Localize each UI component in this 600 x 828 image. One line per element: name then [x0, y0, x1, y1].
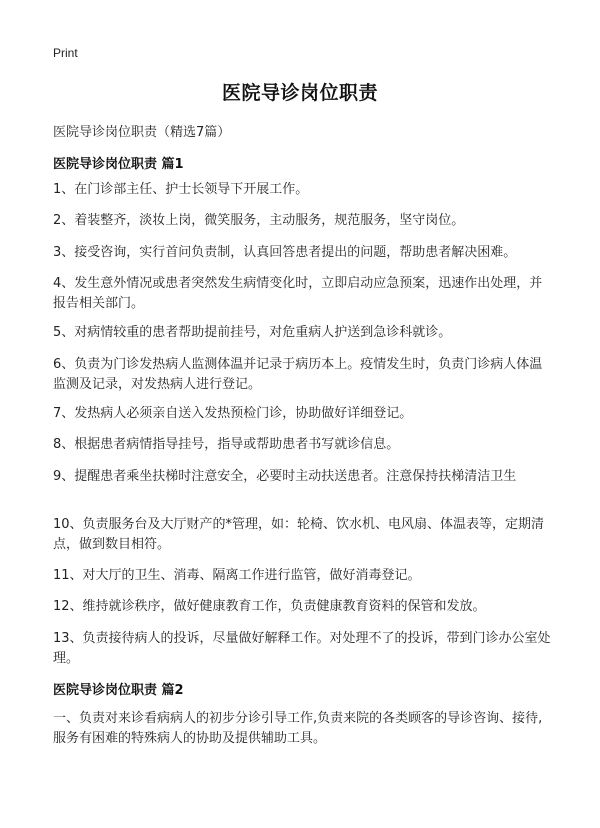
section-1-item: 11、对大厅的卫生、消毒、隔离工作进行监管，做好消毒登记。 [53, 568, 421, 583]
section-2-heading: 医院导诊岗位职责 篇2 [53, 683, 184, 698]
section-1-item: 1、在门诊部主任、护士长领导下开展工作。 [53, 182, 309, 197]
section-1-item: 6、负责为门诊发热病人监测体温并记录于病历本上。疫情发生时，负责门诊病人体温监测及记录，对发热病人进行登记。 [53, 357, 543, 392]
section-1-heading: 医院导诊岗位职责 篇1 [53, 157, 184, 172]
section-1-item: 4、发生意外情况或患者突然发生病情变化时，立即启动应急预案，迅速作出处理，并报告相关部门。 [53, 276, 543, 311]
section-1-item: 8、根据患者病情指导挂号，指导或帮助患者书写就诊信息。 [53, 437, 400, 452]
section-1-item: 10、负责服务台及大厅财产的*管理，如：轮椅、饮水机、电风扇、体温表等，定期清点，做到数目相符。 [53, 517, 545, 552]
section-1-item: 3、接受咨询，实行首问负责制，认真回答患者提出的问题，帮助患者解决困难。 [53, 245, 517, 260]
section-1-item: 9、提醒患者乘坐扶梯时注意安全，必要时主动扶送患者。注意保持扶梯清洁卫生 [53, 469, 517, 484]
section-1-item: 12、维持就诊秩序，做好健康教育工作，负责健康教育资料的保管和发放。 [53, 599, 486, 614]
section-1-item: 7、发热病人必须亲自送入发热预检门诊，协助做好详细登记。 [53, 406, 413, 421]
section-1-item: 2、着装整齐，淡妆上岗，微笑服务，主动服务，规范服务，坚守岗位。 [53, 213, 465, 228]
document-subtitle: 医院导诊岗位职责（精选7篇） [53, 125, 231, 140]
section-1-item: 13、负责接待病人的投诉，尽量做好解释工作。对处理不了的投诉，带到门诊办公室处理。 [53, 631, 551, 666]
section-1-item: 5、对病情较重的患者帮助提前挂号，对危重病人护送到急诊科就诊。 [53, 325, 452, 340]
section-2-item: 一、负责对来诊看病病人的初步分诊引导工作,负责来院的各类顾客的导诊咨询、接待,服务有困难的特殊病人的协助及提供辅助工具。 [53, 711, 543, 746]
print-label: Print [53, 46, 78, 60]
document-title: 医院导诊岗位职责 [221, 82, 378, 104]
